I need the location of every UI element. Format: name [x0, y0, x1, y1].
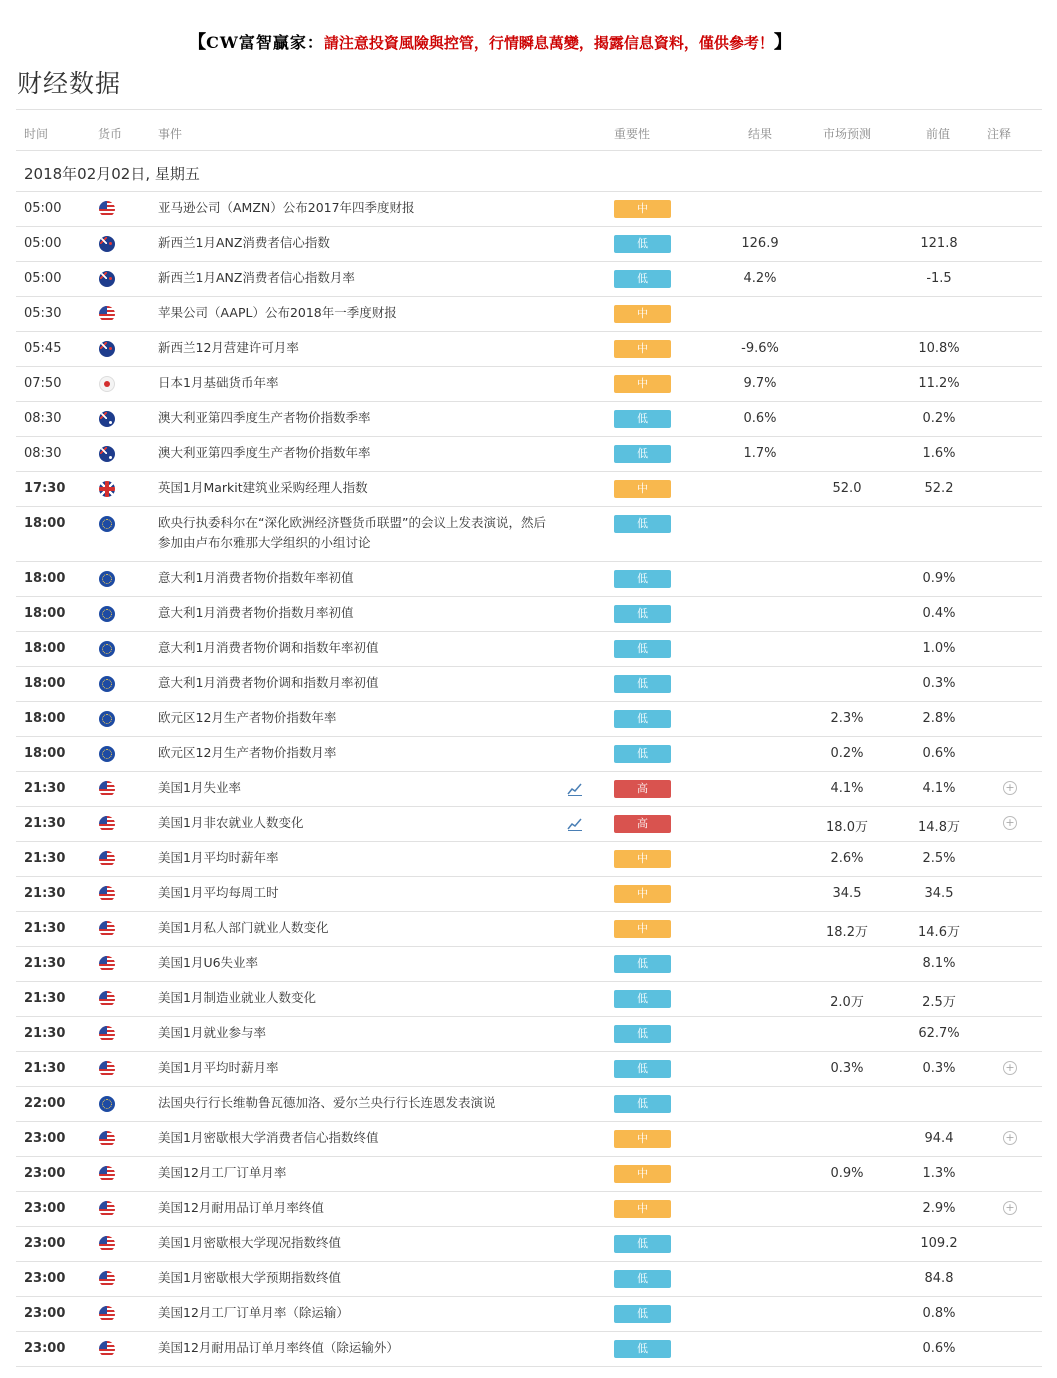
event-name[interactable]: [158, 1093, 496, 1113]
table-row[interactable]: [16, 1262, 1042, 1297]
event-name-line: 意大利1月消费者物价指数年率初值: [158, 570, 354, 585]
event-time: 18:00: [24, 676, 66, 691]
event-name[interactable]: [158, 198, 415, 218]
table-row[interactable]: [16, 912, 1042, 947]
previous-value: 1.3%: [922, 1166, 956, 1181]
event-name-line: 美国12月工厂订单月率: [158, 1165, 287, 1180]
add-note-icon[interactable]: +: [1003, 1061, 1017, 1075]
table-row[interactable]: [16, 1227, 1042, 1262]
col-note: 注释: [987, 127, 1012, 141]
au-flag-icon: [99, 411, 115, 427]
event-name-line: 美国1月私人部门就业人数变化: [158, 920, 329, 935]
table-row[interactable]: [16, 192, 1042, 227]
importance-badge: 低: [614, 445, 671, 463]
importance-badge: 低: [614, 1235, 671, 1253]
event-name-line: 欧央行执委科尔在“深化欧洲经济暨货币联盟”的会议上发表演说，然后: [158, 515, 546, 530]
forecast-value: 18.0万: [826, 820, 868, 835]
event-name[interactable]: [158, 918, 328, 938]
us-flag-icon: [99, 816, 115, 832]
event-name[interactable]: [158, 953, 258, 973]
importance-badge: 低: [614, 605, 671, 623]
importance-badge: 低: [614, 640, 671, 658]
col-actual: 结果: [748, 127, 773, 141]
event-name[interactable]: [158, 408, 371, 428]
importance-badge: 低: [614, 990, 671, 1008]
actual-value: 4.2%: [743, 271, 777, 286]
add-note-icon[interactable]: +: [1003, 816, 1017, 830]
event-name[interactable]: [158, 988, 316, 1008]
event-name[interactable]: [158, 268, 355, 288]
previous-value: 1.0%: [922, 641, 956, 656]
table-row[interactable]: [16, 227, 1042, 262]
add-note-icon[interactable]: +: [1003, 1201, 1017, 1215]
event-name-line: 意大利1月消费者物价指数月率初值: [158, 605, 354, 620]
importance-badge: 低: [614, 745, 671, 763]
event-name[interactable]: [158, 638, 378, 658]
forecast-value: 18.2万: [826, 925, 868, 940]
forecast-value: 52.0: [832, 481, 862, 496]
eu-flag-icon: [99, 676, 115, 692]
table-row[interactable]: [16, 1192, 1042, 1227]
table-row[interactable]: [16, 702, 1042, 737]
importance-badge: 低: [614, 410, 671, 428]
event-name-line: 美国1月制造业就业人数变化: [158, 990, 316, 1005]
table-row[interactable]: [16, 947, 1042, 982]
event-name[interactable]: [158, 568, 353, 588]
add-note-icon[interactable]: +: [1003, 1131, 1017, 1145]
previous-value: 2.8%: [922, 711, 956, 726]
au-flag-icon: [99, 446, 115, 462]
importance-badge: 中: [614, 1165, 671, 1183]
previous-value: 2.9%: [922, 1201, 956, 1216]
event-name[interactable]: [158, 708, 336, 728]
risk-banner: [0, 28, 980, 54]
us-flag-icon: [99, 781, 115, 797]
importance-badge: 高: [614, 780, 671, 798]
importance-badge: 低: [614, 1095, 671, 1113]
event-name[interactable]: [158, 303, 397, 323]
banner-brand: CW富智贏家：: [206, 33, 324, 52]
event-time: 05:00: [24, 201, 62, 216]
event-name-line: 美国1月密歇根大学消费者信心指数终值: [158, 1130, 379, 1145]
table-row[interactable]: [16, 632, 1042, 667]
event-name-line: 新西兰1月ANZ消费者信心指数: [158, 235, 330, 250]
event-name-line: 澳大利亚第四季度生产者物价指数年率: [158, 445, 371, 460]
event-name[interactable]: [158, 603, 353, 623]
table-row[interactable]: [16, 297, 1042, 332]
table-row[interactable]: [16, 332, 1042, 367]
event-time: 08:30: [24, 411, 62, 426]
importance-badge: 低: [614, 1060, 671, 1078]
event-name[interactable]: [158, 1128, 378, 1148]
banner-warning: 請注意投資風險與控管，行情瞬息萬變，揭露信息資料，僅供參考！: [323, 34, 774, 52]
table-row[interactable]: [16, 737, 1042, 772]
importance-badge: 中: [614, 885, 671, 903]
table-row[interactable]: [16, 982, 1042, 1017]
eu-flag-icon: [99, 711, 115, 727]
event-name-line: 美国1月密歇根大学预期指数终值: [158, 1270, 341, 1285]
event-time: 18:00: [24, 606, 66, 621]
previous-value: 0.9%: [922, 571, 956, 586]
event-name-line: 欧元区12月生产者物价指数年率: [158, 710, 337, 725]
event-name-line: 参加由卢布尔雅那大学组织的小组讨论: [158, 535, 371, 550]
event-name-line: 美国1月失业率: [158, 780, 241, 795]
event-name-line: 美国1月U6失业率: [158, 955, 259, 970]
table-row[interactable]: [16, 877, 1042, 912]
event-name[interactable]: [158, 1233, 341, 1253]
table-row[interactable]: [16, 842, 1042, 877]
event-name-line: 新西兰1月ANZ消费者信心指数月率: [158, 270, 355, 285]
us-flag-icon: [99, 851, 115, 867]
event-name-line: 美国1月就业参与率: [158, 1025, 266, 1040]
previous-value: 14.6万: [918, 925, 960, 940]
eu-flag-icon: [99, 571, 115, 587]
event-time: 23:00: [24, 1131, 66, 1146]
us-flag-icon: [99, 1341, 115, 1357]
previous-value: 109.2: [920, 1236, 958, 1251]
date-row: [16, 151, 1042, 192]
event-time: 05:00: [24, 271, 62, 286]
previous-value: 14.8万: [918, 820, 960, 835]
jp-flag-icon: [99, 376, 115, 392]
previous-value: 0.6%: [922, 746, 956, 761]
nz-flag-icon: [99, 236, 115, 252]
us-flag-icon: [99, 1236, 115, 1252]
previous-value: 8.1%: [922, 956, 956, 971]
forecast-value: 2.3%: [830, 711, 864, 726]
eu-flag-icon: [99, 641, 115, 657]
event-name-line: 英国1月Markit建筑业采购经理人指数: [158, 480, 368, 495]
table-row[interactable]: [16, 597, 1042, 632]
event-name-line: 美国1月密歇根大学现况指数终值: [158, 1235, 341, 1250]
previous-value: 2.5%: [922, 851, 956, 866]
nz-flag-icon: [99, 341, 115, 357]
us-flag-icon: [99, 956, 115, 972]
event-time: 23:00: [24, 1306, 66, 1321]
importance-badge: 低: [614, 1340, 671, 1358]
actual-value: 0.6%: [743, 411, 777, 426]
event-time: 18:00: [24, 746, 66, 761]
importance-badge: 中: [614, 480, 671, 498]
event-name-line: 欧元区12月生产者物价指数月率: [158, 745, 337, 760]
previous-value: 34.5: [924, 886, 954, 901]
table-row[interactable]: [16, 437, 1042, 472]
calendar-table: [16, 109, 1042, 1367]
table-row[interactable]: [16, 1332, 1042, 1367]
forecast-value: 34.5: [832, 886, 862, 901]
previous-value: 10.8%: [918, 341, 960, 356]
event-name-line: 法国央行行长维勒鲁瓦德加洛、爱尔兰央行行长连恩发表演说: [158, 1095, 496, 1110]
previous-value: -1.5: [926, 271, 952, 286]
event-time: 05:00: [24, 236, 62, 251]
event-time: 18:00: [24, 641, 66, 656]
table-row[interactable]: [16, 772, 1042, 807]
event-time: 23:00: [24, 1201, 66, 1216]
importance-badge: 中: [614, 305, 671, 323]
previous-value: 0.4%: [922, 606, 956, 621]
event-time: 21:30: [24, 816, 66, 831]
event-name-line: 苹果公司（AAPL）公布2018年一季度财报: [158, 305, 397, 320]
event-time: 21:30: [24, 1061, 66, 1076]
event-name-line: 亚马逊公司（AMZN）公布2017年四季度财报: [158, 200, 415, 215]
importance-badge: 低: [614, 1305, 671, 1323]
event-time: 18:00: [24, 571, 66, 586]
event-name-line: 日本1月基础货币年率: [158, 375, 279, 390]
importance-badge: 低: [614, 235, 671, 253]
gb-flag-icon: [99, 481, 115, 497]
col-time: 时间: [24, 127, 49, 141]
table-row[interactable]: [16, 402, 1042, 437]
event-name[interactable]: [158, 778, 241, 798]
col-event: 事件: [158, 127, 183, 141]
previous-value: 84.8: [924, 1271, 954, 1286]
event-name[interactable]: [158, 813, 303, 833]
banner-close-bracket: 】: [773, 32, 792, 53]
col-previous: 前值: [926, 127, 951, 141]
event-time: 21:30: [24, 1026, 66, 1041]
importance-badge: 低: [614, 515, 671, 533]
event-name[interactable]: [158, 1268, 341, 1288]
eu-flag-icon: [99, 516, 115, 532]
us-flag-icon: [99, 886, 115, 902]
forecast-value: 2.0万: [830, 995, 864, 1010]
event-name-line: 美国1月非农就业人数变化: [158, 815, 304, 830]
event-time: 18:00: [24, 711, 66, 726]
event-name[interactable]: [158, 443, 371, 463]
event-time: 07:50: [24, 376, 62, 391]
importance-badge: 低: [614, 570, 671, 588]
table-row[interactable]: [16, 1087, 1042, 1122]
actual-value: -9.6%: [741, 341, 779, 356]
table-row[interactable]: [16, 1017, 1042, 1052]
table-row[interactable]: [16, 262, 1042, 297]
us-flag-icon: [99, 1201, 115, 1217]
col-currency: 货币: [98, 127, 123, 141]
event-time: 21:30: [24, 886, 66, 901]
forecast-value: 0.3%: [830, 1061, 864, 1076]
actual-value: 9.7%: [743, 376, 777, 391]
event-name[interactable]: [158, 373, 278, 393]
table-row[interactable]: [16, 367, 1042, 402]
table-row[interactable]: [16, 1157, 1042, 1192]
event-name[interactable]: [158, 673, 378, 693]
event-name[interactable]: [158, 1163, 286, 1183]
importance-badge: 中: [614, 200, 671, 218]
eu-flag-icon: [99, 1096, 115, 1112]
importance-badge: 中: [614, 920, 671, 938]
event-name[interactable]: [158, 848, 278, 868]
event-name[interactable]: [158, 233, 330, 253]
us-flag-icon: [99, 1061, 115, 1077]
actual-value: 126.9: [741, 236, 779, 251]
previous-value: 1.6%: [922, 446, 956, 461]
event-time: 05:45: [24, 341, 62, 356]
date-label: 2018年02月02日, 星期五: [24, 165, 200, 183]
us-flag-icon: [99, 1271, 115, 1287]
event-name-line: 意大利1月消费者物价调和指数年率初值: [158, 640, 379, 655]
event-time: 23:00: [24, 1271, 66, 1286]
importance-badge: 低: [614, 1270, 671, 1288]
table-row[interactable]: [16, 1122, 1042, 1157]
event-time: 08:30: [24, 446, 62, 461]
event-name-line: 美国12月耐用品订单月率终值: [158, 1200, 324, 1215]
us-flag-icon: [99, 1131, 115, 1147]
event-name-line: 美国1月平均时薪年率: [158, 850, 279, 865]
add-note-icon[interactable]: +: [1003, 781, 1017, 795]
importance-badge: 中: [614, 850, 671, 868]
event-name-line: 新西兰12月营建许可月率: [158, 340, 299, 355]
us-flag-icon: [99, 1026, 115, 1042]
table-row[interactable]: [16, 507, 1042, 562]
event-time: 21:30: [24, 956, 66, 971]
importance-badge: 低: [614, 1025, 671, 1043]
previous-value: 4.1%: [922, 781, 956, 796]
event-name[interactable]: [158, 1303, 349, 1323]
event-name-line: 美国12月工厂订单月率（除运输）: [158, 1305, 349, 1320]
event-name[interactable]: [158, 338, 299, 358]
eu-flag-icon: [99, 606, 115, 622]
event-name-line: 美国1月平均时薪月率: [158, 1060, 279, 1075]
event-time: 22:00: [24, 1096, 66, 1111]
event-time: 23:00: [24, 1166, 66, 1181]
col-forecast: 市场预测: [823, 127, 872, 141]
us-flag-icon: [99, 921, 115, 937]
event-name[interactable]: [158, 513, 546, 553]
previous-value: 11.2%: [918, 376, 960, 391]
previous-value: 0.2%: [922, 411, 956, 426]
us-flag-icon: [99, 306, 115, 322]
table-row[interactable]: [16, 1052, 1042, 1087]
previous-value: 0.3%: [922, 1061, 956, 1076]
event-name[interactable]: [158, 743, 336, 763]
table-row[interactable]: [16, 667, 1042, 702]
table-row[interactable]: [16, 562, 1042, 597]
table-row[interactable]: [16, 1297, 1042, 1332]
eu-flag-icon: [99, 746, 115, 762]
previous-value: 52.2: [924, 481, 954, 496]
event-name[interactable]: [158, 1338, 399, 1358]
previous-value: 2.5万: [922, 995, 956, 1010]
previous-value: 94.4: [924, 1131, 954, 1146]
forecast-value: 0.9%: [830, 1166, 864, 1181]
event-time: 23:00: [24, 1341, 66, 1356]
importance-badge: 中: [614, 1200, 671, 1218]
event-name[interactable]: [158, 1023, 266, 1043]
previous-value: 0.8%: [922, 1306, 956, 1321]
table-header: [16, 110, 1042, 151]
event-name-line: 美国1月平均每周工时: [158, 885, 279, 900]
previous-value: 121.8: [920, 236, 958, 251]
importance-badge: 低: [614, 270, 671, 288]
previous-value: 62.7%: [918, 1026, 960, 1041]
us-flag-icon: [99, 991, 115, 1007]
event-name[interactable]: [158, 1198, 324, 1218]
col-importance: 重要性: [614, 127, 651, 141]
importance-badge: 低: [614, 955, 671, 973]
event-name-line: 意大利1月消费者物价调和指数月率初值: [158, 675, 379, 690]
forecast-value: 0.2%: [830, 746, 864, 761]
event-time: 21:30: [24, 851, 66, 866]
table-row[interactable]: [16, 807, 1042, 842]
event-time: 18:00: [24, 516, 66, 531]
event-time: 17:30: [24, 481, 66, 496]
banner-open-bracket: 【: [188, 32, 207, 53]
us-flag-icon: [99, 1306, 115, 1322]
event-time: 21:30: [24, 781, 66, 796]
actual-value: 1.7%: [743, 446, 777, 461]
event-time: 23:00: [24, 1236, 66, 1251]
previous-value: 0.6%: [922, 1341, 956, 1356]
importance-badge: 高: [614, 815, 671, 833]
nz-flag-icon: [99, 271, 115, 287]
event-name[interactable]: [158, 883, 278, 903]
importance-badge: 中: [614, 375, 671, 393]
previous-value: 0.3%: [922, 676, 956, 691]
line-chart-icon[interactable]: [567, 816, 583, 832]
forecast-value: 2.6%: [830, 851, 864, 866]
event-time: 21:30: [24, 921, 66, 936]
event-rows: [16, 192, 1042, 1367]
event-name[interactable]: [158, 1058, 278, 1078]
event-name-line: 美国12月耐用品订单月率终值（除运输外）: [158, 1340, 399, 1355]
forecast-value: 4.1%: [830, 781, 864, 796]
importance-badge: 中: [614, 1130, 671, 1148]
line-chart-icon[interactable]: [567, 781, 583, 797]
page-title: 财经数据: [17, 69, 122, 98]
event-name-line: 澳大利亚第四季度生产者物价指数季率: [158, 410, 371, 425]
importance-badge: 低: [614, 675, 671, 693]
us-flag-icon: [99, 1166, 115, 1182]
importance-badge: 中: [614, 340, 671, 358]
us-flag-icon: [99, 201, 115, 217]
event-time: 05:30: [24, 306, 62, 321]
event-time: 21:30: [24, 991, 66, 1006]
importance-badge: 低: [614, 710, 671, 728]
event-name[interactable]: [158, 478, 368, 498]
table-row[interactable]: [16, 472, 1042, 507]
